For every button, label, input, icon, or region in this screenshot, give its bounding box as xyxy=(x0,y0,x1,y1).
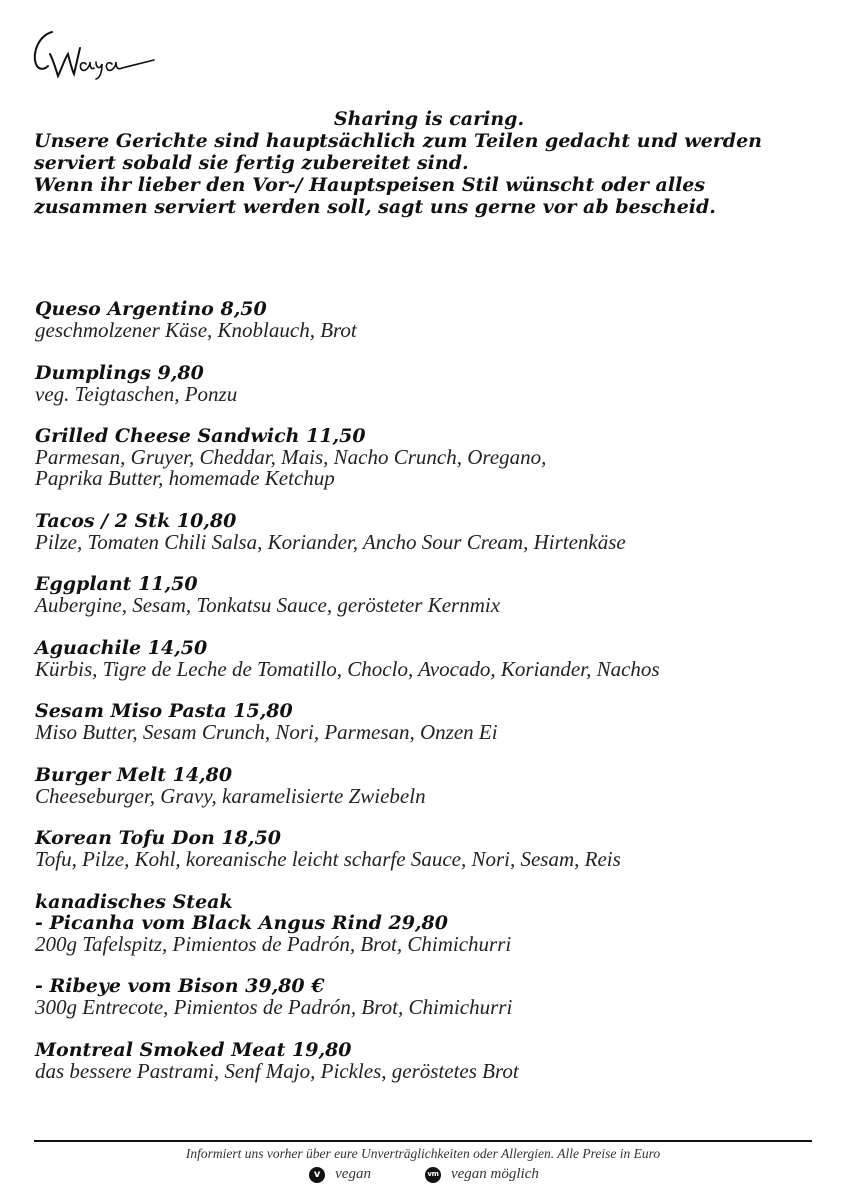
menu-item-title: Dumplings 9,80 xyxy=(35,361,204,384)
vegan-possible-icon: vm xyxy=(425,1167,441,1183)
menu-item-steak xyxy=(35,892,825,955)
menu-item xyxy=(35,574,825,616)
menu-item-title: Aguachile 14,50 xyxy=(35,636,208,659)
intro-line: serviert sobald sie fertig zubereitet sind. xyxy=(34,152,469,174)
menu-item-title: Burger Melt 14,80 xyxy=(35,763,233,786)
intro-line: zusammen serviert werden soll, sagt uns gerne vor ab bescheid. xyxy=(34,196,716,218)
menu-item-title: Sesam Miso Pasta 15,80 xyxy=(35,700,293,722)
menu-item-title: Tacos / 2 Stk 10,80 xyxy=(35,509,237,532)
menu-list xyxy=(35,299,825,1103)
menu-item-description: 200g Tafelspitz, Pimientos de Padrón, Brot, Chimichurri xyxy=(35,931,512,956)
menu-item-description: Parmesan, Gruyer, Cheddar, Mais, Nacho Crunch, Oregano, xyxy=(35,445,547,469)
menu-item-option-title: - Ribeye vom Bison 39,80 € xyxy=(35,975,325,997)
menu-item-title: Queso Argentino 8,50 xyxy=(35,298,267,320)
waya-logo xyxy=(30,24,160,84)
diet-legend xyxy=(0,1166,848,1183)
menu-item xyxy=(35,765,825,807)
menu-item-description: 300g Entrecote, Pimientos de Padrón, Brot, Chimichurri xyxy=(35,995,513,1019)
menu-item xyxy=(35,299,825,341)
intro-headline: Sharing is caring. xyxy=(333,108,525,130)
menu-item-steak-option xyxy=(35,976,825,1018)
allergy-note: Informiert uns vorher über eure Unverträglichkeiten oder Allergien. Alle Preise in Euro xyxy=(185,1146,661,1161)
menu-item-description: Aubergine, Sesam, Tonkatsu Sauce, gerösteter Kernmix xyxy=(35,593,501,617)
menu-item xyxy=(35,1040,825,1082)
menu-item-title: Korean Tofu Don 18,50 xyxy=(35,827,281,849)
vegan-icon: v xyxy=(309,1167,325,1183)
menu-item-description: Miso Butter, Sesam Crunch, Nori, Parmesan, Onzen Ei xyxy=(35,720,498,744)
menu-item-description: das bessere Pastrami, Senf Majo, Pickles, geröstetes Brot xyxy=(35,1058,519,1083)
menu-item-description: Paprika Butter, homemade Ketchup xyxy=(35,466,335,490)
waya-logo-signature xyxy=(30,24,160,80)
legend-item-vegan xyxy=(309,1166,371,1183)
menu-item-description: Tofu, Pilze, Kohl, koreanische leicht scharfe Sauce, Nori, Sesam, Reis xyxy=(35,847,621,871)
legend-item-vegan-possible xyxy=(425,1166,539,1183)
menu-item xyxy=(35,426,825,489)
menu-item-title: kanadisches Steak xyxy=(35,890,233,913)
menu-item-description: Pilze, Tomaten Chili Salsa, Koriander, Ancho Sour Cream, Hirtenkäse xyxy=(35,529,626,554)
intro-line: Unsere Gerichte sind hauptsächlich zum Teilen gedacht und werden xyxy=(34,130,762,152)
menu-item-description: Kürbis, Tigre de Leche de Tomatillo, Choclo, Avocado, Koriander, Nachos xyxy=(35,656,660,681)
menu-item xyxy=(35,363,825,405)
legend-label: vegan möglich xyxy=(450,1166,539,1182)
menu-item-description: veg. Teigtaschen, Ponzu xyxy=(35,381,238,406)
menu-item-title: Grilled Cheese Sandwich 11,50 xyxy=(35,425,366,447)
legend-label: vegan xyxy=(335,1166,371,1182)
intro-block xyxy=(34,108,824,218)
menu-item-title: Eggplant 11,50 xyxy=(35,573,198,595)
menu-item-description: geschmolzener Käse, Knoblauch, Brot xyxy=(35,318,357,342)
menu-item xyxy=(35,638,825,680)
intro-line: Wenn ihr lieber den Vor-/ Hauptspeisen Stil wünscht oder alles xyxy=(34,174,706,196)
menu-item-option-title: - Picanha vom Black Angus Rind 29,80 xyxy=(35,911,448,934)
menu-item-title: Montreal Smoked Meat 19,80 xyxy=(35,1038,352,1061)
footer-divider xyxy=(34,1140,812,1142)
menu-item xyxy=(35,511,825,553)
menu-item-description: Cheeseburger, Gravy, karamelisierte Zwiebeln xyxy=(35,783,426,808)
menu-item xyxy=(35,701,825,743)
menu-item xyxy=(35,828,825,870)
